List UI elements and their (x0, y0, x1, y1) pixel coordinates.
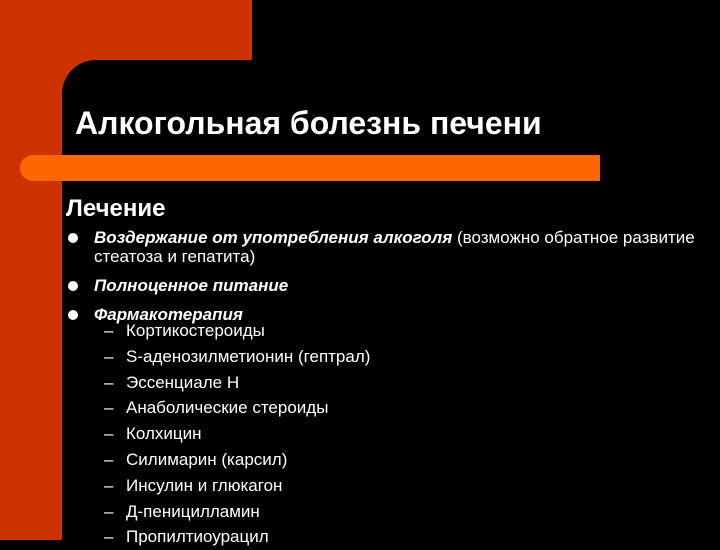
dash-marker: – (104, 346, 114, 366)
dash-marker: – (104, 475, 114, 495)
bullet-emphasis: Фармакотерапия (94, 305, 243, 324)
bullet-emphasis: Полноценное питание (94, 276, 289, 295)
bullet-dot-icon (68, 233, 78, 243)
bullet-text: (возможно обратное развитие стеатоза и гепатита) (94, 228, 695, 266)
sub-item (104, 473, 370, 499)
sub-item-label: Инсулин и глюкагон (126, 475, 283, 495)
bullet-dot-icon (68, 281, 78, 291)
dash-marker: – (104, 398, 114, 418)
sub-item-list (104, 318, 370, 550)
sub-item (104, 370, 370, 396)
bullet-item (66, 228, 716, 266)
sub-item (104, 344, 370, 370)
dash-marker: – (104, 372, 114, 392)
sub-item-label: Силимарин (карсил) (126, 449, 288, 469)
dash-marker: – (104, 449, 114, 469)
sub-item (104, 395, 370, 421)
sub-item (104, 318, 370, 344)
bullet-item (66, 276, 716, 295)
sub-item-label: Пропилтиоурацил (126, 527, 269, 547)
title-underline-bar (20, 155, 600, 181)
sub-item-label: Колхицин (126, 424, 202, 444)
sub-item (104, 447, 370, 473)
dash-marker: – (104, 501, 114, 521)
bullet-dot-icon (68, 310, 78, 320)
section-heading: Лечение (66, 195, 166, 222)
sub-item-label: Д-пеницилламин (126, 501, 260, 521)
sub-item-label: Анаболические стероиды (126, 398, 329, 418)
sub-item (104, 421, 370, 447)
dash-marker: – (104, 527, 114, 547)
sub-item (104, 524, 370, 550)
dash-marker: – (104, 321, 114, 340)
sub-item (104, 499, 370, 525)
sub-item-label: S-аденозилметионин (гептрал) (126, 346, 371, 366)
dash-marker: – (104, 424, 114, 444)
sub-item-label: Эссенциале Н (126, 372, 240, 392)
bullet-emphasis: Воздержание от употребления алкоголя (94, 228, 453, 247)
sub-item-label: Кортикостероиды (126, 321, 265, 340)
slide-title: Алкогольная болезнь печени (75, 105, 542, 141)
